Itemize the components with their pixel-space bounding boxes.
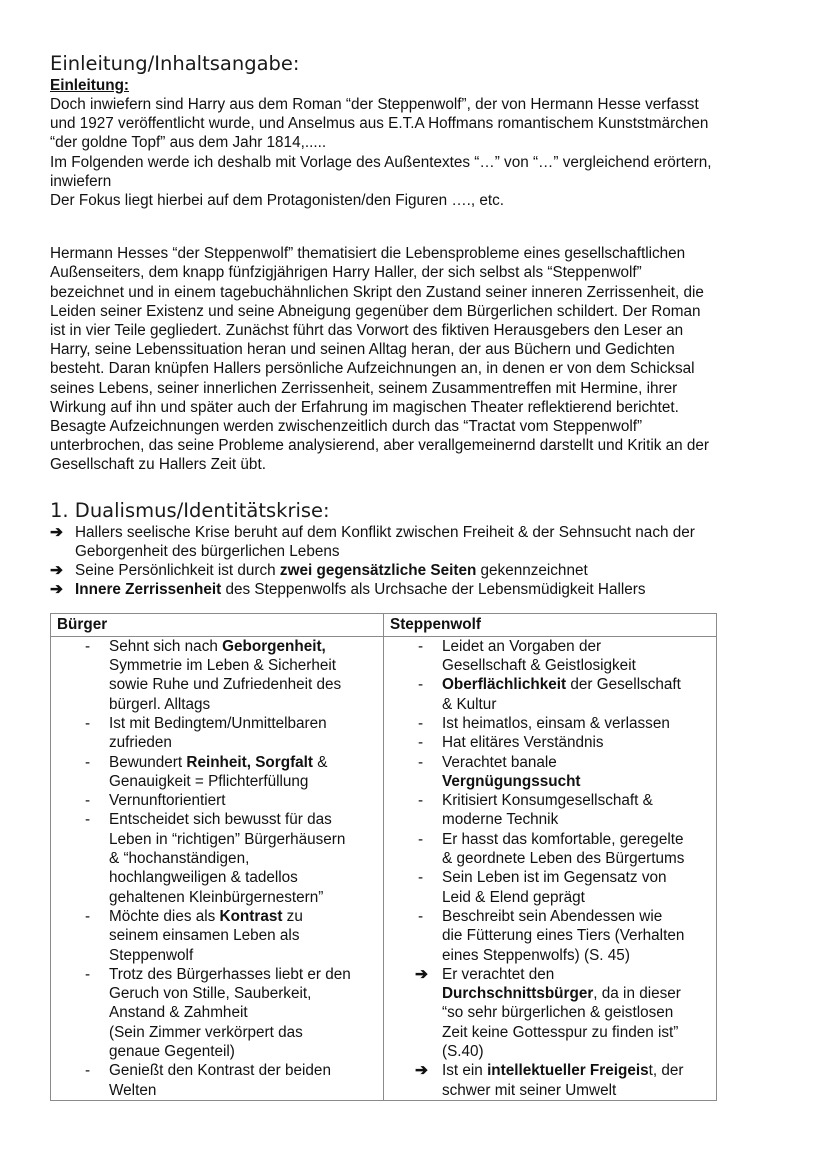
section-1-title: 1. Dualismus/Identitätskrise: (50, 498, 330, 522)
intro-line: Im Folgenden werde ich deshalb mit Vorlage des Außentextes “…” von “…” vergleichend erörtern, (50, 153, 712, 171)
summary-line: Außenseiters, dem knapp fünfzigjährigen Harry Haller, der sich selbst als “Steppenwolf” (50, 264, 642, 282)
dash-marker: - (418, 830, 424, 848)
text-run: Hallers seelische Krise beruht auf dem Konflikt zwischen Freiheit & der Sehnsucht nach der (75, 523, 695, 541)
summary-line: Besagte Aufzeichnungen werden zwischenzeitlich durch das “Tractat vom Steppenwolf” (50, 418, 643, 436)
text-run: Ist mit Bedingtem/Unmittelbaren (109, 714, 327, 732)
table-item-text (109, 1081, 383, 1100)
table-item-text (442, 753, 716, 772)
text-run: hochlangweiligen & tadellos (109, 869, 298, 887)
text-run: Leid & Elend geprägt (442, 888, 585, 906)
dash-marker (384, 888, 442, 907)
text-run: t, der (648, 1062, 684, 1080)
dash-marker (51, 656, 109, 675)
dash-marker: - (418, 869, 424, 887)
text-run: Genauigkeit = Pflichterfüllung (109, 772, 309, 790)
bold-text: Reinheit, Sorgfalt (186, 753, 314, 771)
table-item-text (109, 907, 383, 926)
text-run: Sein Leben ist im Gegensatz von (442, 869, 667, 887)
table-list-line (384, 907, 716, 926)
table-list-line (51, 1061, 383, 1080)
dash-marker: - (418, 734, 424, 752)
dash-marker: - (418, 637, 424, 655)
table-item-text (442, 849, 716, 868)
text-run: Kritisiert Konsumgesellschaft & (442, 792, 653, 810)
text-run: Symmetrie im Leben & Sicherheit (109, 657, 336, 675)
dash-marker: - (85, 965, 91, 983)
table-item-text (109, 733, 383, 752)
summary-line: Harry, seine Lebenssituation heran und seinen Alltag heran, der aus Büchern und Gedichten (50, 341, 675, 359)
text-run: des Steppenwolfs als Urchsache der Lebensmüdigkeit Hallers (221, 581, 646, 599)
text-run: Vernunftorientiert (109, 792, 226, 810)
arrow-icon (384, 1023, 442, 1042)
summary-line: Gesellschaft zu Hallers Zeit übt. (50, 456, 266, 474)
dash-marker (51, 868, 109, 887)
table-list-line (51, 830, 383, 849)
steppenwolf-column (384, 636, 717, 1100)
table-item-text (109, 868, 383, 887)
table-list-line (384, 695, 716, 714)
table-item-text (109, 849, 383, 868)
table-list-line (384, 888, 716, 907)
text-run: , da in dieser (593, 985, 681, 1003)
text-run: Steppenwolf (109, 946, 194, 964)
table-list-line (51, 675, 383, 694)
text-run: “so sehr bürgerlichen & geistlosen (442, 1004, 674, 1022)
summary-line: seines Lebens, seiner innerlichen Zerrissenheit, seinem Zusammentreffen mit Hermine, ihrer (50, 379, 678, 397)
text-run: schwer mit seiner Umwelt (442, 1081, 617, 1099)
table-list-line (51, 946, 383, 965)
table-list-line (384, 791, 716, 810)
table-item-text (442, 791, 716, 810)
table-list-line (51, 810, 383, 829)
table-item-text (442, 1003, 716, 1022)
bold-text: Innere Zerrissenheit (75, 581, 222, 599)
table-list-line (384, 1042, 716, 1061)
summary-line: Leiden seiner Existenz und seine Abneigung gegenüber dem Bürgerlichen schildert. Der Roman (50, 302, 701, 320)
text-run: Verachtet banale (442, 753, 557, 771)
table-item-text (442, 695, 716, 714)
dash-marker (51, 926, 109, 945)
table-list-line (384, 849, 716, 868)
text-run: gehaltenen Kleinbürgernestern” (109, 888, 324, 906)
bold-text: Durchschnittsbürger (442, 985, 594, 1003)
table-list-line (51, 849, 383, 868)
dash-marker (51, 1023, 109, 1042)
comparison-table (50, 613, 717, 1100)
table-list-line (51, 888, 383, 907)
summary-line: Wirkung auf ihn und später auch der Erfahrung im magischen Theater reflektierend berichtet. (50, 398, 679, 416)
text-run: Leben in “richtigen” Bürgerhäusern (109, 830, 346, 848)
text-run: (S.40) (442, 1043, 484, 1060)
bullet-item (50, 523, 776, 542)
table-item-text (442, 733, 716, 752)
table-list-line (384, 772, 716, 791)
table-list-line (384, 810, 716, 829)
dash-marker (51, 695, 109, 714)
text-run: & geordnete Leben des Bürgertums (442, 850, 685, 868)
dash-marker (384, 695, 442, 714)
bold-text: Geborgenheit, (222, 637, 326, 655)
table-list-line (51, 1081, 383, 1100)
bold-text: Vergnügungssucht (442, 772, 581, 790)
table-list-line (384, 1061, 716, 1080)
text-run: Ist ein (442, 1062, 488, 1080)
bold-text: Oberflächlichkeit (442, 676, 567, 694)
table-item-text (442, 830, 716, 849)
table-item-text (442, 888, 716, 907)
text-run: & Kultur (442, 695, 497, 713)
table-item-text (442, 772, 716, 791)
text-run: Gesellschaft & Geistlosigkeit (442, 657, 636, 675)
table-list-line (384, 753, 716, 772)
table-item-text (442, 656, 716, 675)
table-list-line (51, 791, 383, 810)
text-run: Entscheidet sich bewusst für das (109, 811, 332, 829)
table-list-line (51, 984, 383, 1003)
intro-line: Der Fokus liegt hierbei auf dem Protagonisten/den Figuren …., etc. (50, 192, 505, 210)
table-item-text (109, 714, 383, 733)
text-run: & (313, 753, 328, 771)
intro-line: “der goldne Topf” aus dem Jahr 1814,..... (50, 134, 327, 152)
table-item-text (442, 1042, 716, 1061)
text-run: Er verachtet den (442, 965, 555, 983)
table-item-text (442, 965, 716, 984)
dash-marker (51, 1003, 109, 1022)
bullet-item (50, 580, 776, 599)
text-run: (Sein Zimmer verkörpert das (109, 1023, 303, 1041)
section-1-bullets (50, 523, 776, 600)
dash-marker: - (418, 792, 424, 810)
table-list-line (384, 637, 716, 656)
table-item-text (109, 791, 383, 810)
table-item-text (442, 868, 716, 887)
dash-marker (51, 830, 109, 849)
text-run: moderne Technik (442, 811, 559, 829)
dash-marker (384, 656, 442, 675)
text-run: Seine Persönlichkeit ist durch (75, 562, 280, 580)
dash-marker (51, 1042, 109, 1061)
dash-marker (51, 849, 109, 868)
dash-marker (51, 1081, 109, 1100)
dash-marker (51, 675, 109, 694)
text-run: Geborgenheit des bürgerlichen Lebens (75, 542, 340, 560)
table-list-line (384, 714, 716, 733)
table-item-text (442, 810, 716, 829)
table-item-text (109, 1003, 383, 1022)
dash-marker (51, 946, 109, 965)
dash-marker: - (85, 637, 91, 655)
bullet-text (75, 523, 776, 542)
dash-marker: - (418, 753, 424, 771)
arrow-icon: ➔ (50, 562, 63, 580)
bullet-text (75, 580, 776, 599)
table-item-text (109, 888, 383, 907)
arrow-icon (50, 542, 75, 561)
text-run: gekennzeichnet (476, 562, 588, 580)
bullet-item (50, 542, 776, 561)
table-list-line (384, 675, 716, 694)
table-list-line (384, 868, 716, 887)
text-run: sowie Ruhe und Zufriedenheit des (109, 676, 342, 694)
text-run: Leidet an Vorgaben der (442, 637, 602, 655)
table-list-line (384, 926, 716, 945)
bullet-text (75, 561, 776, 580)
bullet-item (50, 561, 776, 580)
bold-text: intellektueller Freigeis (487, 1062, 649, 1080)
text-run: Geruch von Stille, Sauberkeit, (109, 985, 312, 1003)
arrow-icon: ➔ (415, 1062, 428, 1080)
table-item-text (442, 926, 716, 945)
table-item-text (109, 1023, 383, 1042)
text-run: Sehnt sich nach (109, 637, 223, 655)
table-item-text (442, 675, 716, 694)
table-item-text (442, 637, 716, 656)
dash-marker: - (85, 1062, 91, 1080)
text-run: Bewundert (109, 753, 187, 771)
text-run: Möchte dies als (109, 907, 220, 925)
bold-text: Kontrast (219, 907, 283, 925)
dash-marker (51, 888, 109, 907)
table-list-line (384, 1023, 716, 1042)
summary-line: ist in vier Teile gegliedert. Zunächst führt das Vorwort des fiktiven Herausgebers den Leser an (50, 322, 684, 340)
dash-marker (384, 946, 442, 965)
table-header-buerger: Bürger (51, 614, 384, 636)
dash-marker (51, 733, 109, 752)
text-run: & “hochanständigen, (109, 850, 250, 868)
text-run: Zeit keine Gottesspur zu finden ist” (442, 1023, 679, 1041)
table-list-line (384, 984, 716, 1003)
summary-paragraph (50, 244, 776, 474)
table-list-line (51, 772, 383, 791)
table-list-line (51, 1003, 383, 1022)
text-run: Er hasst das komfortable, geregelte (442, 830, 684, 848)
table-list-line (384, 965, 716, 984)
summary-line: Hermann Hesses “der Steppenwolf” thematisiert die Lebensprobleme eines gesellschaftlichen (50, 245, 686, 263)
text-run: die Fütterung eines Tiers (Verhalten (442, 927, 685, 945)
table-list-line (384, 830, 716, 849)
table-item-text (442, 1081, 716, 1100)
table-item-text (442, 1023, 716, 1042)
table-item-text (109, 637, 383, 656)
table-item-text (109, 965, 383, 984)
table-item-text (442, 1061, 716, 1080)
table-item-text (109, 753, 383, 772)
summary-line: besteht. Daran knüpfen Hallers persönliche Aufzeichnungen an, in denen er von dem Schicksal (50, 360, 695, 378)
dash-marker: - (418, 676, 424, 694)
intro-line: und 1927 veröffentlicht wurde, und Anselmus aus E.T.A Hoffmans romantischem Kunststmärchen (50, 115, 709, 133)
text-run: Welten (109, 1081, 157, 1099)
table-list-line (384, 733, 716, 752)
text-run: seinem einsamen Leben als (109, 927, 300, 945)
text-run: genaue Gegenteil) (109, 1043, 235, 1060)
arrow-icon (384, 1042, 442, 1061)
dash-marker: - (85, 753, 91, 771)
text-run: Genießt den Kontrast der beiden (109, 1062, 331, 1080)
dash-marker (384, 926, 442, 945)
dash-marker: - (85, 792, 91, 810)
table-item-text (109, 1061, 383, 1080)
text-run: Trotz des Bürgerhasses liebt er den (109, 965, 351, 983)
dash-marker: - (85, 811, 91, 829)
dash-marker (384, 849, 442, 868)
arrow-icon: ➔ (50, 523, 63, 541)
table-list-line (51, 695, 383, 714)
dash-marker (384, 772, 442, 791)
dash-marker (51, 984, 109, 1003)
table-item-text (442, 907, 716, 926)
arrow-icon (384, 1081, 442, 1100)
document-page (50, 52, 776, 1101)
text-run: zufrieden (109, 734, 172, 752)
intro-line: Doch inwiefern sind Harry aus dem Roman “der Steppenwolf”, der von Hermann Hesse verfasst (50, 96, 699, 113)
arrow-icon: ➔ (50, 581, 63, 599)
dash-marker: - (85, 714, 91, 732)
table-header-steppenwolf: Steppenwolf (384, 614, 717, 636)
table-item-text (109, 695, 383, 714)
text-run: bürgerl. Alltags (109, 695, 211, 713)
table-item-text (109, 1042, 383, 1061)
bullet-text (75, 542, 776, 561)
dash-marker (51, 772, 109, 791)
text-run: Anstand & Zahmheit (109, 1004, 248, 1022)
table-list-line (51, 733, 383, 752)
summary-line: unterbrochen, das seine Probleme analysierend, aber verallgemeinernd darstellt und Kritik an der (50, 437, 709, 455)
text-run: Hat elitäres Verständnis (442, 734, 604, 752)
table-item-text (442, 984, 716, 1003)
dash-marker: - (418, 907, 424, 925)
arrow-icon (384, 1003, 442, 1022)
table-list-line (384, 1081, 716, 1100)
table-item-text (109, 675, 383, 694)
arrow-icon (384, 984, 442, 1003)
dash-marker: - (418, 714, 424, 732)
table-list-line (51, 1023, 383, 1042)
table-list-line (384, 946, 716, 965)
table-list-line (51, 965, 383, 984)
table-list-line (384, 1003, 716, 1022)
table-list-line (51, 1042, 383, 1061)
dash-marker (384, 810, 442, 829)
text-run: zu (282, 907, 303, 925)
table-list-line (51, 714, 383, 733)
table-item-text (109, 926, 383, 945)
intro-subheading: Einleitung: (50, 77, 130, 94)
intro-line: inwiefern (50, 172, 112, 190)
text-run: Beschreibt sein Abendessen wie (442, 907, 663, 925)
table-item-text (442, 714, 716, 733)
text-run: Ist heimatlos, einsam & verlassen (442, 714, 670, 732)
table-item-text (109, 656, 383, 675)
text-run: eines Steppenwolfs) (S. 45) (442, 946, 630, 964)
dash-marker: - (85, 907, 91, 925)
table-list-line (51, 907, 383, 926)
table-list-line (51, 868, 383, 887)
table-item-text (442, 946, 716, 965)
table-item-text (109, 946, 383, 965)
table-list-line (384, 656, 716, 675)
intro-paragraph (50, 95, 776, 210)
buerger-column (51, 636, 384, 1100)
summary-line: bezeichnet und in einem tagebuchähnlichen Skript den Zustand seiner inneren Zerrissenheit, die (50, 283, 704, 301)
table-item-text (109, 772, 383, 791)
table-item-text (109, 984, 383, 1003)
table-list-line (51, 926, 383, 945)
table-list-line (51, 753, 383, 772)
bold-text: zwei gegensätzliche Seiten (279, 562, 477, 580)
table-item-text (109, 810, 383, 829)
table-list-line (51, 637, 383, 656)
arrow-icon: ➔ (415, 965, 428, 983)
table-list-line (51, 656, 383, 675)
table-item-text (109, 830, 383, 849)
text-run: der Gesellschaft (566, 676, 681, 694)
page-heading: Einleitung/Inhaltsangabe: (50, 52, 300, 75)
